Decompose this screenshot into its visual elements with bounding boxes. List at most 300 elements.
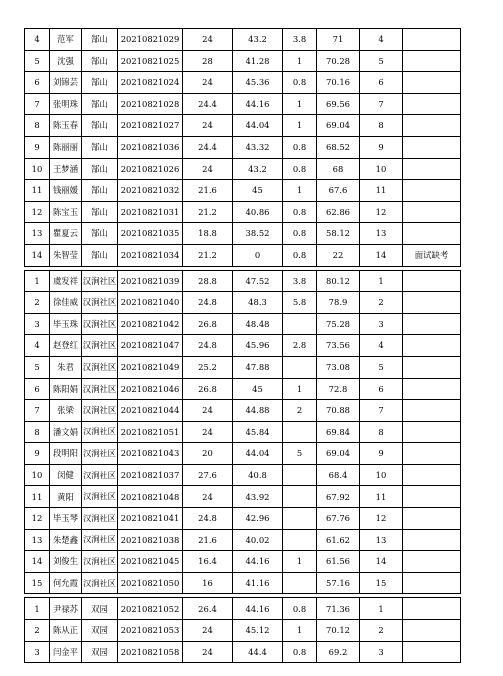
written-score-cell: 24 xyxy=(183,486,233,508)
bonus-score-cell: 1 xyxy=(283,93,317,115)
interview-score-cell: 45 xyxy=(233,180,283,202)
bonus-score-cell xyxy=(283,356,317,378)
interview-score-cell: 38.52 xyxy=(233,223,283,245)
remark-cell xyxy=(403,529,461,551)
exam-number-cell: 20210821043 xyxy=(118,443,183,465)
unit-name-cell: 汉涧社区 xyxy=(82,486,118,508)
remark-cell xyxy=(403,421,461,443)
total-score-cell: 69.84 xyxy=(317,421,360,443)
exam-number-cell: 20210821040 xyxy=(118,292,183,314)
total-score-cell: 58.12 xyxy=(317,223,360,245)
row-number-cell: 8 xyxy=(25,421,50,443)
exam-number-cell: 20210821048 xyxy=(118,486,183,508)
bonus-score-cell: 0.8 xyxy=(283,72,317,94)
exam-number-cell: 20210821034 xyxy=(118,244,183,266)
row-number-cell: 2 xyxy=(25,292,50,314)
bonus-score-cell: 3.8 xyxy=(283,29,317,51)
written-score-cell: 21.2 xyxy=(183,244,233,266)
candidate-name-cell: 瞿夏云 xyxy=(50,223,82,245)
table-row xyxy=(25,421,461,443)
row-number-cell: 11 xyxy=(25,486,50,508)
rank-cell: 3 xyxy=(360,313,403,335)
interview-score-cell: 40.8 xyxy=(233,464,283,486)
bonus-score-cell xyxy=(283,486,317,508)
candidate-name-cell: 陈从正 xyxy=(50,620,82,642)
unit-name-cell: 郜山 xyxy=(82,136,118,158)
bonus-score-cell: 0.8 xyxy=(283,136,317,158)
written-score-cell: 24 xyxy=(183,400,233,422)
total-score-cell: 70.28 xyxy=(317,50,360,72)
row-number-cell: 9 xyxy=(25,136,50,158)
row-number-cell: 12 xyxy=(25,201,50,223)
unit-name-cell: 汉涧社区 xyxy=(82,508,118,530)
interview-score-cell: 43.32 xyxy=(233,136,283,158)
written-score-cell: 24 xyxy=(183,72,233,94)
candidate-name-cell: 张梁 xyxy=(50,400,82,422)
unit-name-cell: 汉涧社区 xyxy=(82,421,118,443)
written-score-cell: 18.8 xyxy=(183,223,233,245)
table-row xyxy=(25,72,461,94)
score-table xyxy=(24,28,461,663)
exam-number-cell: 20210821024 xyxy=(118,72,183,94)
remark-cell xyxy=(403,72,461,94)
row-number-cell: 9 xyxy=(25,443,50,465)
unit-name-cell: 郜山 xyxy=(82,201,118,223)
remark-cell xyxy=(403,598,461,620)
table-row xyxy=(25,356,461,378)
table-row xyxy=(25,93,461,115)
total-score-cell: 67.92 xyxy=(317,486,360,508)
total-score-cell: 75.28 xyxy=(317,313,360,335)
table-row xyxy=(25,244,461,266)
candidate-name-cell: 黄阳 xyxy=(50,486,82,508)
rank-cell: 10 xyxy=(360,158,403,180)
remark-cell xyxy=(403,201,461,223)
total-score-cell: 69.04 xyxy=(317,443,360,465)
written-score-cell: 24.8 xyxy=(183,508,233,530)
rank-cell: 15 xyxy=(360,572,403,594)
bonus-score-cell xyxy=(283,572,317,594)
total-score-cell: 69.04 xyxy=(317,115,360,137)
total-score-cell: 80.12 xyxy=(317,270,360,292)
remark-cell xyxy=(403,93,461,115)
written-score-cell: 26.8 xyxy=(183,313,233,335)
bonus-score-cell xyxy=(283,529,317,551)
row-number-cell: 1 xyxy=(25,270,50,292)
bonus-score-cell: 3.8 xyxy=(283,270,317,292)
interview-score-cell: 44.04 xyxy=(233,115,283,137)
unit-name-cell: 汉涧社区 xyxy=(82,551,118,573)
unit-name-cell: 汉涧社区 xyxy=(82,313,118,335)
rank-cell: 7 xyxy=(360,93,403,115)
total-score-cell: 62.86 xyxy=(317,201,360,223)
rank-cell: 5 xyxy=(360,50,403,72)
total-score-cell: 67.6 xyxy=(317,180,360,202)
rank-cell: 2 xyxy=(360,620,403,642)
total-score-cell: 70.88 xyxy=(317,400,360,422)
table-row xyxy=(25,29,461,51)
rank-cell: 1 xyxy=(360,598,403,620)
unit-name-cell: 汉涧社区 xyxy=(82,270,118,292)
total-score-cell: 69.56 xyxy=(317,93,360,115)
candidate-name-cell: 范军 xyxy=(50,29,82,51)
total-score-cell: 70.12 xyxy=(317,620,360,642)
unit-name-cell: 郜山 xyxy=(82,180,118,202)
candidate-name-cell: 段明阳 xyxy=(50,443,82,465)
row-number-cell: 3 xyxy=(25,313,50,335)
exam-number-cell: 20210821026 xyxy=(118,158,183,180)
exam-number-cell: 20210821058 xyxy=(118,641,183,663)
exam-number-cell: 20210821050 xyxy=(118,572,183,594)
written-score-cell: 27.6 xyxy=(183,464,233,486)
exam-number-cell: 20210821038 xyxy=(118,529,183,551)
written-score-cell: 24 xyxy=(183,641,233,663)
candidate-name-cell: 赵登红 xyxy=(50,335,82,357)
candidate-name-cell: 毕玉珠 xyxy=(50,313,82,335)
written-score-cell: 24 xyxy=(183,115,233,137)
candidate-name-cell: 刘俊生 xyxy=(50,551,82,573)
exam-number-cell: 20210821047 xyxy=(118,335,183,357)
remark-cell xyxy=(403,620,461,642)
rank-cell: 11 xyxy=(360,180,403,202)
table-row xyxy=(25,443,461,465)
row-number-cell: 3 xyxy=(25,641,50,663)
candidate-name-cell: 陈丽丽 xyxy=(50,136,82,158)
unit-name-cell: 双园 xyxy=(82,598,118,620)
total-score-cell: 68.52 xyxy=(317,136,360,158)
remark-cell xyxy=(403,378,461,400)
interview-score-cell: 44.16 xyxy=(233,598,283,620)
interview-score-cell: 44.16 xyxy=(233,551,283,573)
rank-cell: 7 xyxy=(360,400,403,422)
candidate-name-cell: 闫金平 xyxy=(50,641,82,663)
row-number-cell: 11 xyxy=(25,180,50,202)
rank-cell: 1 xyxy=(360,270,403,292)
total-score-cell: 71.36 xyxy=(317,598,360,620)
total-score-cell: 22 xyxy=(317,244,360,266)
row-number-cell: 7 xyxy=(25,400,50,422)
bonus-score-cell: 1 xyxy=(283,620,317,642)
interview-score-cell: 43.2 xyxy=(233,158,283,180)
unit-name-cell: 汉涧社区 xyxy=(82,529,118,551)
total-score-cell: 61.56 xyxy=(317,551,360,573)
rank-cell: 9 xyxy=(360,443,403,465)
candidate-name-cell: 陈宝玉 xyxy=(50,201,82,223)
total-score-cell: 68.4 xyxy=(317,464,360,486)
interview-score-cell: 45.12 xyxy=(233,620,283,642)
unit-name-cell: 郜山 xyxy=(82,158,118,180)
total-score-cell: 67.76 xyxy=(317,508,360,530)
rank-cell: 8 xyxy=(360,421,403,443)
rank-cell: 5 xyxy=(360,356,403,378)
bonus-score-cell xyxy=(283,421,317,443)
bonus-score-cell: 0.8 xyxy=(283,598,317,620)
exam-number-cell: 20210821031 xyxy=(118,201,183,223)
written-score-cell: 24.4 xyxy=(183,93,233,115)
remark-cell xyxy=(403,29,461,51)
bonus-score-cell: 5.8 xyxy=(283,292,317,314)
exam-number-cell: 20210821051 xyxy=(118,421,183,443)
row-number-cell: 10 xyxy=(25,158,50,180)
written-score-cell: 26.8 xyxy=(183,378,233,400)
exam-number-cell: 20210821029 xyxy=(118,29,183,51)
rank-cell: 10 xyxy=(360,464,403,486)
table-row xyxy=(25,180,461,202)
exam-number-cell: 20210821027 xyxy=(118,115,183,137)
remark-cell xyxy=(403,313,461,335)
written-score-cell: 21.6 xyxy=(183,180,233,202)
candidate-name-cell: 徐佳威 xyxy=(50,292,82,314)
interview-score-cell: 40.02 xyxy=(233,529,283,551)
rank-cell: 13 xyxy=(360,223,403,245)
candidate-name-cell: 朱楚鑫 xyxy=(50,529,82,551)
bonus-score-cell: 0.8 xyxy=(283,223,317,245)
row-number-cell: 14 xyxy=(25,551,50,573)
row-number-cell: 15 xyxy=(25,572,50,594)
bonus-score-cell: 0.8 xyxy=(283,244,317,266)
remark-cell xyxy=(403,508,461,530)
unit-name-cell: 郜山 xyxy=(82,93,118,115)
rank-cell: 12 xyxy=(360,201,403,223)
candidate-name-cell: 王梦涵 xyxy=(50,158,82,180)
total-score-cell: 71 xyxy=(317,29,360,51)
written-score-cell: 24 xyxy=(183,29,233,51)
row-number-cell: 6 xyxy=(25,72,50,94)
bonus-score-cell: 5 xyxy=(283,443,317,465)
candidate-name-cell: 朱智莹 xyxy=(50,244,82,266)
row-number-cell: 5 xyxy=(25,356,50,378)
exam-number-cell: 20210821049 xyxy=(118,356,183,378)
table-row xyxy=(25,464,461,486)
exam-number-cell: 20210821045 xyxy=(118,551,183,573)
remark-cell xyxy=(403,180,461,202)
interview-score-cell: 45 xyxy=(233,378,283,400)
bonus-score-cell xyxy=(283,313,317,335)
written-score-cell: 24.8 xyxy=(183,292,233,314)
remark-cell xyxy=(403,443,461,465)
interview-score-cell: 40.86 xyxy=(233,201,283,223)
exam-number-cell: 20210821053 xyxy=(118,620,183,642)
unit-name-cell: 双园 xyxy=(82,620,118,642)
interview-score-cell: 47.52 xyxy=(233,270,283,292)
remark-cell xyxy=(403,115,461,137)
row-number-cell: 13 xyxy=(25,223,50,245)
remark-cell xyxy=(403,292,461,314)
remark-cell xyxy=(403,136,461,158)
exam-number-cell: 20210821044 xyxy=(118,400,183,422)
unit-name-cell: 双园 xyxy=(82,641,118,663)
unit-name-cell: 郜山 xyxy=(82,29,118,51)
table-row xyxy=(25,378,461,400)
unit-name-cell: 汉涧社区 xyxy=(82,292,118,314)
total-score-cell: 72.8 xyxy=(317,378,360,400)
exam-number-cell: 20210821046 xyxy=(118,378,183,400)
interview-score-cell: 44.88 xyxy=(233,400,283,422)
interview-score-cell: 45.36 xyxy=(233,72,283,94)
remark-cell: 面试缺考 xyxy=(403,244,461,266)
rank-cell: 4 xyxy=(360,335,403,357)
total-score-cell: 78.9 xyxy=(317,292,360,314)
written-score-cell: 28.8 xyxy=(183,270,233,292)
unit-name-cell: 郜山 xyxy=(82,50,118,72)
interview-score-cell: 48.48 xyxy=(233,313,283,335)
written-score-cell: 16 xyxy=(183,572,233,594)
row-number-cell: 13 xyxy=(25,529,50,551)
bonus-score-cell: 1 xyxy=(283,180,317,202)
exam-number-cell: 20210821032 xyxy=(118,180,183,202)
written-score-cell: 21.2 xyxy=(183,201,233,223)
candidate-name-cell: 何允霞 xyxy=(50,572,82,594)
rank-cell: 14 xyxy=(360,551,403,573)
interview-score-cell: 45.96 xyxy=(233,335,283,357)
exam-number-cell: 20210821025 xyxy=(118,50,183,72)
remark-cell xyxy=(403,400,461,422)
written-score-cell: 24 xyxy=(183,421,233,443)
bonus-score-cell: 2 xyxy=(283,400,317,422)
unit-name-cell: 汉涧社区 xyxy=(82,356,118,378)
exam-number-cell: 20210821042 xyxy=(118,313,183,335)
candidate-name-cell: 尹禄苏 xyxy=(50,598,82,620)
interview-score-cell: 42.96 xyxy=(233,508,283,530)
candidate-name-cell: 张明珠 xyxy=(50,93,82,115)
table-row xyxy=(25,551,461,573)
unit-name-cell: 汉涧社区 xyxy=(82,378,118,400)
bonus-score-cell xyxy=(283,508,317,530)
interview-score-cell: 43.2 xyxy=(233,29,283,51)
bonus-score-cell: 1 xyxy=(283,378,317,400)
written-score-cell: 24 xyxy=(183,158,233,180)
interview-score-cell: 44.04 xyxy=(233,443,283,465)
rank-cell: 9 xyxy=(360,136,403,158)
unit-name-cell: 汉涧社区 xyxy=(82,335,118,357)
total-score-cell: 70.16 xyxy=(317,72,360,94)
candidate-name-cell: 闵健 xyxy=(50,464,82,486)
row-number-cell: 5 xyxy=(25,50,50,72)
table-row xyxy=(25,313,461,335)
bonus-score-cell: 0.8 xyxy=(283,641,317,663)
exam-number-cell: 20210821041 xyxy=(118,508,183,530)
exam-number-cell: 20210821028 xyxy=(118,93,183,115)
unit-name-cell: 郜山 xyxy=(82,244,118,266)
candidate-name-cell: 陈阳娟 xyxy=(50,378,82,400)
bonus-score-cell: 1 xyxy=(283,115,317,137)
bonus-score-cell: 0.8 xyxy=(283,158,317,180)
table-row xyxy=(25,201,461,223)
rank-cell: 3 xyxy=(360,641,403,663)
exam-number-cell: 20210821037 xyxy=(118,464,183,486)
bonus-score-cell: 0.8 xyxy=(283,201,317,223)
candidate-name-cell: 钱丽媛 xyxy=(50,180,82,202)
row-number-cell: 1 xyxy=(25,598,50,620)
remark-cell xyxy=(403,464,461,486)
table-row xyxy=(25,50,461,72)
remark-cell xyxy=(403,158,461,180)
row-number-cell: 10 xyxy=(25,464,50,486)
remark-cell xyxy=(403,50,461,72)
rank-cell: 13 xyxy=(360,529,403,551)
table-row xyxy=(25,158,461,180)
table-row xyxy=(25,292,461,314)
row-number-cell: 7 xyxy=(25,93,50,115)
written-score-cell: 24 xyxy=(183,620,233,642)
exam-number-cell: 20210821052 xyxy=(118,598,183,620)
interview-score-cell: 45.84 xyxy=(233,421,283,443)
table-row xyxy=(25,115,461,137)
row-number-cell: 4 xyxy=(25,335,50,357)
table-row xyxy=(25,335,461,357)
candidate-name-cell: 刘锦芸 xyxy=(50,72,82,94)
row-number-cell: 4 xyxy=(25,29,50,51)
bonus-score-cell: 2.8 xyxy=(283,335,317,357)
remark-cell xyxy=(403,335,461,357)
table-row xyxy=(25,572,461,594)
written-score-cell: 26.4 xyxy=(183,598,233,620)
remark-cell xyxy=(403,223,461,245)
exam-number-cell: 20210821039 xyxy=(118,270,183,292)
candidate-name-cell: 虞发祥 xyxy=(50,270,82,292)
total-score-cell: 69.2 xyxy=(317,641,360,663)
written-score-cell: 24.4 xyxy=(183,136,233,158)
rank-cell: 11 xyxy=(360,486,403,508)
remark-cell xyxy=(403,486,461,508)
table-row xyxy=(25,270,461,292)
unit-name-cell: 汉涧社区 xyxy=(82,464,118,486)
row-number-cell: 14 xyxy=(25,244,50,266)
unit-name-cell: 汉涧社区 xyxy=(82,400,118,422)
candidate-name-cell: 沈强 xyxy=(50,50,82,72)
candidate-name-cell: 朱君 xyxy=(50,356,82,378)
remark-cell xyxy=(403,356,461,378)
written-score-cell: 20 xyxy=(183,443,233,465)
interview-score-cell: 48.3 xyxy=(233,292,283,314)
table-row xyxy=(25,641,461,663)
rank-cell: 2 xyxy=(360,292,403,314)
interview-score-cell: 43.92 xyxy=(233,486,283,508)
table-row xyxy=(25,508,461,530)
row-number-cell: 6 xyxy=(25,378,50,400)
written-score-cell: 16.4 xyxy=(183,551,233,573)
unit-name-cell: 郜山 xyxy=(82,72,118,94)
written-score-cell: 28 xyxy=(183,50,233,72)
interview-score-cell: 41.28 xyxy=(233,50,283,72)
rank-cell: 6 xyxy=(360,72,403,94)
bonus-score-cell: 1 xyxy=(283,50,317,72)
exam-number-cell: 20210821035 xyxy=(118,223,183,245)
written-score-cell: 21.6 xyxy=(183,529,233,551)
interview-score-cell: 47.88 xyxy=(233,356,283,378)
total-score-cell: 61.62 xyxy=(317,529,360,551)
total-score-cell: 68 xyxy=(317,158,360,180)
remark-cell xyxy=(403,572,461,594)
candidate-name-cell: 潘文娟 xyxy=(50,421,82,443)
written-score-cell: 25.2 xyxy=(183,356,233,378)
unit-name-cell: 汉涧社区 xyxy=(82,572,118,594)
rank-cell: 6 xyxy=(360,378,403,400)
bonus-score-cell xyxy=(283,464,317,486)
table-row xyxy=(25,529,461,551)
written-score-cell: 24.8 xyxy=(183,335,233,357)
exam-number-cell: 20210821036 xyxy=(118,136,183,158)
total-score-cell: 57.16 xyxy=(317,572,360,594)
interview-score-cell: 41.16 xyxy=(233,572,283,594)
row-number-cell: 12 xyxy=(25,508,50,530)
bonus-score-cell: 1 xyxy=(283,551,317,573)
row-number-cell: 2 xyxy=(25,620,50,642)
rank-cell: 8 xyxy=(360,115,403,137)
unit-name-cell: 郜山 xyxy=(82,223,118,245)
table-row xyxy=(25,136,461,158)
unit-name-cell: 郜山 xyxy=(82,115,118,137)
